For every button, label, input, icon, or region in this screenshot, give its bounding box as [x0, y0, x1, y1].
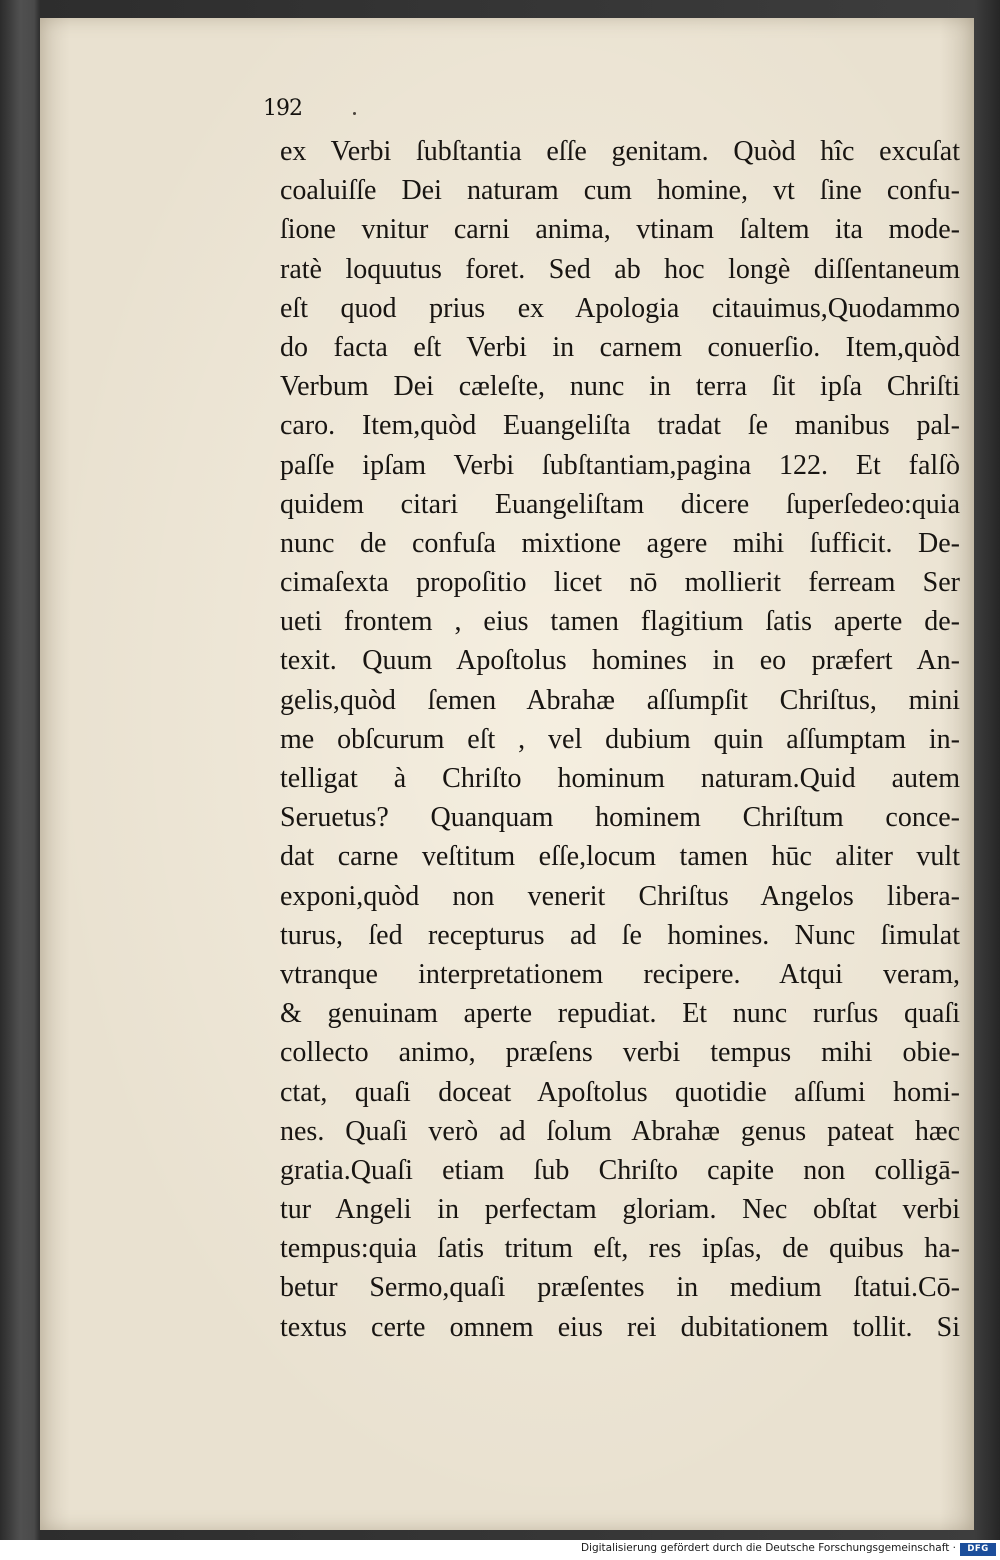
- text-line: quidem citari Euangeliſtam dicere ſuperſedeo:quia: [280, 488, 960, 520]
- text-line: caro. Item,quòd Euangeliſta tradat ſe manibus pal-: [280, 410, 960, 442]
- text-line: nes. Quaſi verò ad ſolum Abrahæ genus pateat hæc: [280, 1115, 960, 1147]
- text-line: gelis,quòd ſemen Abrahæ aſſumpſit Chriſtus, mini: [280, 684, 960, 716]
- text-line: Verbum Dei cæleſte, nunc in terra ſit ipſa Chriſti: [280, 371, 960, 403]
- text-line: tempus:quia ſatis tritum eſt, res ipſas, de quibus ha-: [280, 1233, 960, 1265]
- text-line: coaluiſſe Dei naturam cum homine, vt ſine confu-: [280, 175, 960, 207]
- dfg-logo: DFG: [960, 1543, 996, 1556]
- digitization-credit: Digitalisierung gefördert durch die Deutsche Forschungsgemeinschaft ·: [580, 1542, 956, 1554]
- text-line: dat carne veſtitum eſſe,locum tamen hūc aliter vult: [280, 841, 960, 873]
- text-line: tur Angeli in perfectam gloriam. Nec obſtat verbi: [280, 1194, 960, 1226]
- footer-bar: [0, 1540, 1000, 1560]
- text-line: textus certe omnem eius rei dubitationem tollit. Si: [280, 1311, 960, 1343]
- text-line: paſſe ipſam Verbi ſubſtantiam,pagina 122. Et falſò: [280, 449, 960, 481]
- page-number: 192: [263, 96, 302, 121]
- text-line: ex Verbi ſubſtantia eſſe genitam. Quòd hîc excuſat: [280, 136, 960, 167]
- text-line: Seruetus? Quanquam hominem Chriſtum conce-: [280, 802, 960, 834]
- text-line: betur Sermo,quaſi præſentes in medium ſtatui.Cō-: [280, 1272, 960, 1304]
- text-line: turus, ſed recepturus ad ſe homines. Nunc ſimulat: [280, 919, 960, 951]
- text-line: ſione vnitur carni anima, vtinam ſaltem ita mode-: [280, 214, 960, 246]
- text-line: ratè loquutus foret. Sed ab hoc longè diſſentaneum: [280, 253, 960, 285]
- text-line: vtranque interpretationem recipere. Atqui veram,: [280, 958, 960, 990]
- text-line: ueti frontem , eius tamen flagitium ſatis aperte de-: [280, 606, 960, 638]
- text-line: me obſcurum eſt , vel dubium quin aſſumptam in-: [280, 723, 960, 755]
- text-line: gratia.Quaſi etiam ſub Chriſto capite non colligā-: [280, 1154, 960, 1186]
- text-line: nunc de confuſa mixtione agere mihi ſufficit. De-: [280, 527, 960, 559]
- text-line: do facta eſt Verbi in carnem conuerſio. Item,quòd: [280, 331, 960, 363]
- text-line: texit. Quum Apoſtolus homines in eo præfert An-: [280, 645, 960, 677]
- text-line: telligat à Chriſto hominum naturam.Quid autem: [280, 763, 960, 794]
- text-line: collecto animo, præſens verbi tempus mihi obie-: [280, 1037, 960, 1069]
- text-line: ctat, quaſi doceat Apoſtolus quotidie aſſumi homi-: [280, 1076, 960, 1108]
- text-line: cimaſexta propoſitio licet nō mollierit ferream Ser: [280, 567, 960, 599]
- text-line: & genuinam aperte repudiat. Et nunc rurſus quaſi: [280, 998, 960, 1030]
- body-text: [280, 132, 960, 1347]
- text-line: exponi,quòd non venerit Chriſtus Angelos libera-: [280, 880, 960, 912]
- text-line: eſt quod prius ex Apologia citauimus,Quodammo: [280, 292, 960, 324]
- ink-speck: [353, 112, 356, 115]
